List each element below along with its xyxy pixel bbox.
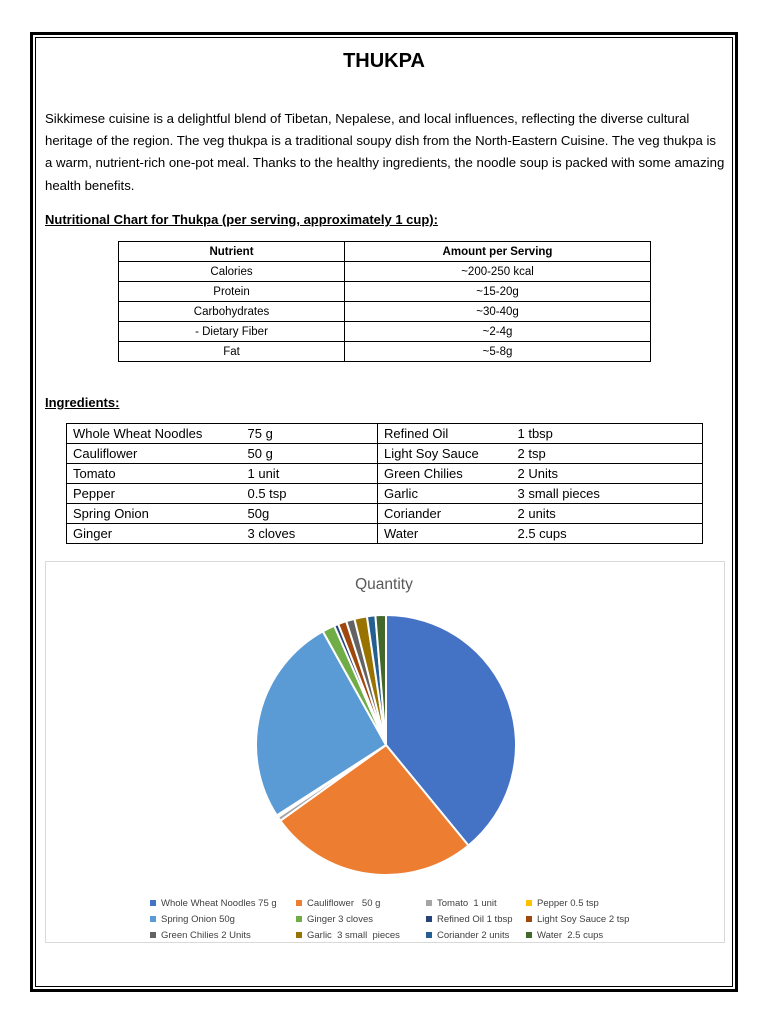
ingredient-qty: 3 cloves	[242, 524, 378, 544]
legend-swatch	[426, 932, 432, 938]
legend-item	[426, 898, 526, 909]
nutrient-cell: Fat	[119, 342, 345, 362]
legend-row	[150, 895, 670, 911]
ingredient-qty: 2.5 cups	[517, 526, 567, 541]
legend-label: Ginger 3 cloves	[307, 913, 374, 925]
legend-swatch	[426, 916, 432, 922]
table-row	[67, 424, 703, 444]
chart-title: Quantity	[355, 576, 413, 593]
ingredient-name: Pepper	[73, 486, 115, 501]
ingredient-name: Tomato	[73, 466, 116, 481]
legend-item	[150, 914, 296, 925]
ingredient-qty: 3 small pieces	[517, 486, 600, 501]
table-row	[119, 282, 651, 302]
ingredient-name: Ginger	[73, 526, 113, 541]
ingredient-qty: 2 Units	[517, 466, 558, 481]
legend-swatch	[526, 932, 532, 938]
amount-cell: ~2-4g	[345, 322, 651, 342]
legend-item	[526, 898, 636, 909]
amount-cell: ~30-40g	[345, 302, 651, 322]
page-title: THUKPA	[343, 50, 425, 72]
legend-swatch	[150, 932, 156, 938]
legend-label: Spring Onion 50g	[161, 913, 235, 925]
table-row	[67, 444, 703, 464]
ingredient-qty: 50 g	[242, 444, 378, 464]
ingredients-heading: Ingredients:	[45, 395, 120, 410]
legend-item	[296, 898, 426, 909]
legend-swatch	[526, 900, 532, 906]
legend-label: Refined Oil 1 tbsp	[437, 913, 513, 925]
nutrient-cell: Carbohydrates	[119, 302, 345, 322]
legend-item	[426, 914, 526, 925]
ingredients-table	[66, 423, 703, 544]
legend-swatch	[526, 916, 532, 922]
ingredient-qty: 75 g	[242, 424, 378, 444]
legend-swatch	[150, 900, 156, 906]
table-row	[67, 484, 703, 504]
legend-swatch	[426, 900, 432, 906]
ingredient-qty: 1 unit	[242, 464, 378, 484]
legend-label: Water 2.5 cups	[537, 929, 604, 941]
column-header: Nutrient	[119, 242, 345, 262]
ingredient-name: Light Soy Sauce	[384, 446, 479, 461]
nutrient-cell: Calories	[119, 262, 345, 282]
ingredient-qty: 1 tbsp	[517, 426, 553, 441]
legend-swatch	[150, 916, 156, 922]
legend-label: Green Chilies 2 Units	[161, 929, 251, 941]
intro-paragraph: Sikkimese cuisine is a delightful blend of Tibetan, Nepalese, and local influences, reflecting the diverse cultural heritage of the region. The veg thukpa is a traditional soupy dish from the North-Eastern Cuisine. The veg thukpa is a warm, nutrient-rich one-pot meal. Thanks to the healthy ingredients, the noodle soup is packed with some amazing health benefits.	[45, 111, 725, 193]
amount-cell: ~200-250 kcal	[345, 262, 651, 282]
ingredient-name: Coriander	[384, 506, 442, 521]
legend-item	[296, 930, 426, 941]
ingredient-name: Water	[384, 526, 419, 541]
chart-legend	[150, 895, 670, 943]
legend-label: Pepper 0.5 tsp	[537, 897, 599, 909]
table-row	[119, 302, 651, 322]
ingredient-name: Garlic	[384, 486, 418, 501]
nutrition-heading: Nutritional Chart for Thukpa (per serving, approximately 1 cup):	[45, 212, 438, 227]
legend-item	[150, 930, 296, 941]
ingredient-name: Refined Oil	[384, 426, 449, 441]
legend-label: Coriander 2 units	[437, 929, 510, 941]
legend-row	[150, 927, 670, 943]
legend-swatch	[296, 916, 302, 922]
legend-label: Whole Wheat Noodles 75 g	[161, 897, 277, 909]
ingredient-qty: 2 units	[517, 506, 556, 521]
pie-chart	[250, 605, 522, 885]
table-row	[119, 262, 651, 282]
nutrient-cell: - Dietary Fiber	[119, 322, 345, 342]
table-row	[119, 342, 651, 362]
nutrition-table	[118, 241, 651, 362]
ingredient-name: Green Chilies	[384, 466, 463, 481]
legend-row	[150, 911, 670, 927]
ingredient-qty: 50g	[242, 504, 378, 524]
column-header: Amount per Serving	[345, 242, 651, 262]
table-row	[67, 524, 703, 544]
legend-swatch	[296, 932, 302, 938]
legend-item	[526, 930, 636, 941]
table-row	[119, 322, 651, 342]
ingredient-qty: 0.5 tsp	[242, 484, 378, 504]
table-row	[67, 504, 703, 524]
legend-item	[526, 914, 636, 925]
ingredient-name: Spring Onion	[73, 506, 149, 521]
table-header-row	[119, 242, 651, 262]
ingredient-name: Whole Wheat Noodles	[73, 426, 203, 441]
legend-item	[150, 898, 296, 909]
legend-swatch	[296, 900, 302, 906]
legend-item	[426, 930, 526, 941]
legend-label: Cauliflower 50 g	[307, 897, 381, 909]
ingredient-name: Cauliflower	[73, 446, 138, 461]
amount-cell: ~15-20g	[345, 282, 651, 302]
ingredient-qty: 2 tsp	[517, 446, 546, 461]
legend-label: Light Soy Sauce 2 tsp	[537, 913, 630, 925]
legend-label: Garlic 3 small pieces	[307, 929, 400, 941]
nutrient-cell: Protein	[119, 282, 345, 302]
legend-label: Tomato 1 unit	[437, 897, 497, 909]
table-row	[67, 464, 703, 484]
amount-cell: ~5-8g	[345, 342, 651, 362]
legend-item	[296, 914, 426, 925]
